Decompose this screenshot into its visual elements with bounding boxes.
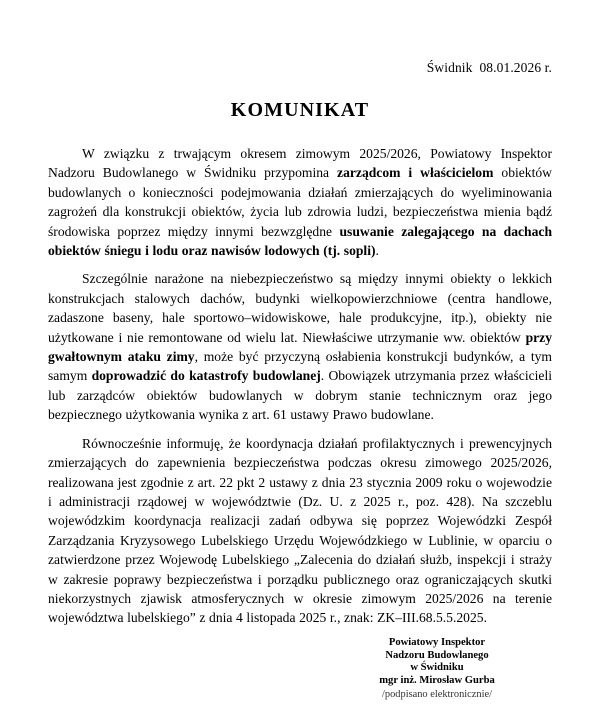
signature-block	[322, 637, 552, 701]
paragraph-3: Równocześnie informuję, że koordynacja działań profilaktycznych i prewencyjnych zmierzających do zapewnienia bezpieczeństwa podczas okresu zimowego 2025/2026, realizowana jest zgodnie z art. 22 pkt 2 ustawy z dnia 23 stycznia 2009 roku o wojewodzie i administracji rządowej w województwie (Dz. U. z 2025 r., poz. 428). Na szczeblu wojewódzkim koordynacja realizacji zadań odbywa się poprzez Wojewódzki Zespół Zarządzania Kryzysowego Lubelskiego Urzędu Wojewódzkiego w Lublinie, w oparciu o zatwierdzone przez Wojewodę Lubelskiego „Zalecenia do działań służb, inspekcji i straży w zakresie poprawy bezpieczeństwa i porządku publicznego oraz ograniczających skutki niekorzystnych zjawisk atmosferycznych w okresie zimowym 2025/2026 na terenie województwa lubelskiego” z dnia 4 listopada 2025 r., znak: ZK–III.68.5.5.2025.	[48, 435, 552, 626]
emphasized-text: doprowadzić do katastrofy budowlanej	[91, 368, 321, 384]
document-title: KOMUNIKAT	[230, 99, 370, 121]
document-body	[48, 122, 552, 628]
document-date-line: Świdnik 08.01.2026 r.	[426, 60, 552, 75]
emphasized-text: usuwanie zalegającego na dachach obiektów śniegu i lodu oraz nawisów lodowych (tj. sopli)	[48, 223, 553, 259]
paragraph-1: W związku z trwającym okresem zimowym 2025/2026, Powiatowy Inspektor Nadzoru Budowlanego w Świdniku przypomina zarządcom i właścicielom obiektów budowlanych o konieczności podejmowania działań zmierzających do wyeliminowania zagrożeń dla konstrukcji obiektów, życia lub zdrowia ludzi, bezpieczeństwa mienia bądź środowiska poprzez między innymi bezwzględne usuwanie zalegającego na dachach obiektów śniegu i lodu oraz nawisów lodowych (tj. sopli).	[48, 146, 553, 259]
signature-name: mgr inż. Mirosław Gurba	[379, 674, 495, 686]
signature-line: Powiatowy Inspektor	[388, 637, 486, 649]
electronic-signature-note: /podpisano elektronicznie/	[382, 689, 492, 700]
signature-line: Nadzoru Budowlanego	[385, 649, 489, 661]
emphasized-text: zarządcom i właścicielom	[337, 165, 494, 181]
signature-line: w Świdniku	[410, 662, 464, 674]
emphasized-text: przy gwałtownym ataku zimy	[48, 329, 552, 365]
paragraph-2: Szczególnie narażone na niebezpieczeństwo są między innymi obiekty o lekkich konstrukcjach stalowych dachów, budynki wielkopowierzchniowe (centra handlowe, zadaszone baseny, hale sportowo–widowiskowe, hale produkcyjne, itp.), obiekty nie użytkowane i nie remontowane od wielu lat. Niewłaściwe utrzymanie ww. obiektów przy gwałtownym ataku zimy, może być przyczyną osłabienia konstrukcji budynków, a tym samym doprowadzić do katastrofy budowlanej. Obowiązek utrzymania przez właścicieli lub zarządców obiektów budowlanych w dobrym stanie technicznym oraz jego bezpiecznego użytkowania wynika z art. 61 ustawy Prawo budowlane.	[48, 271, 552, 423]
